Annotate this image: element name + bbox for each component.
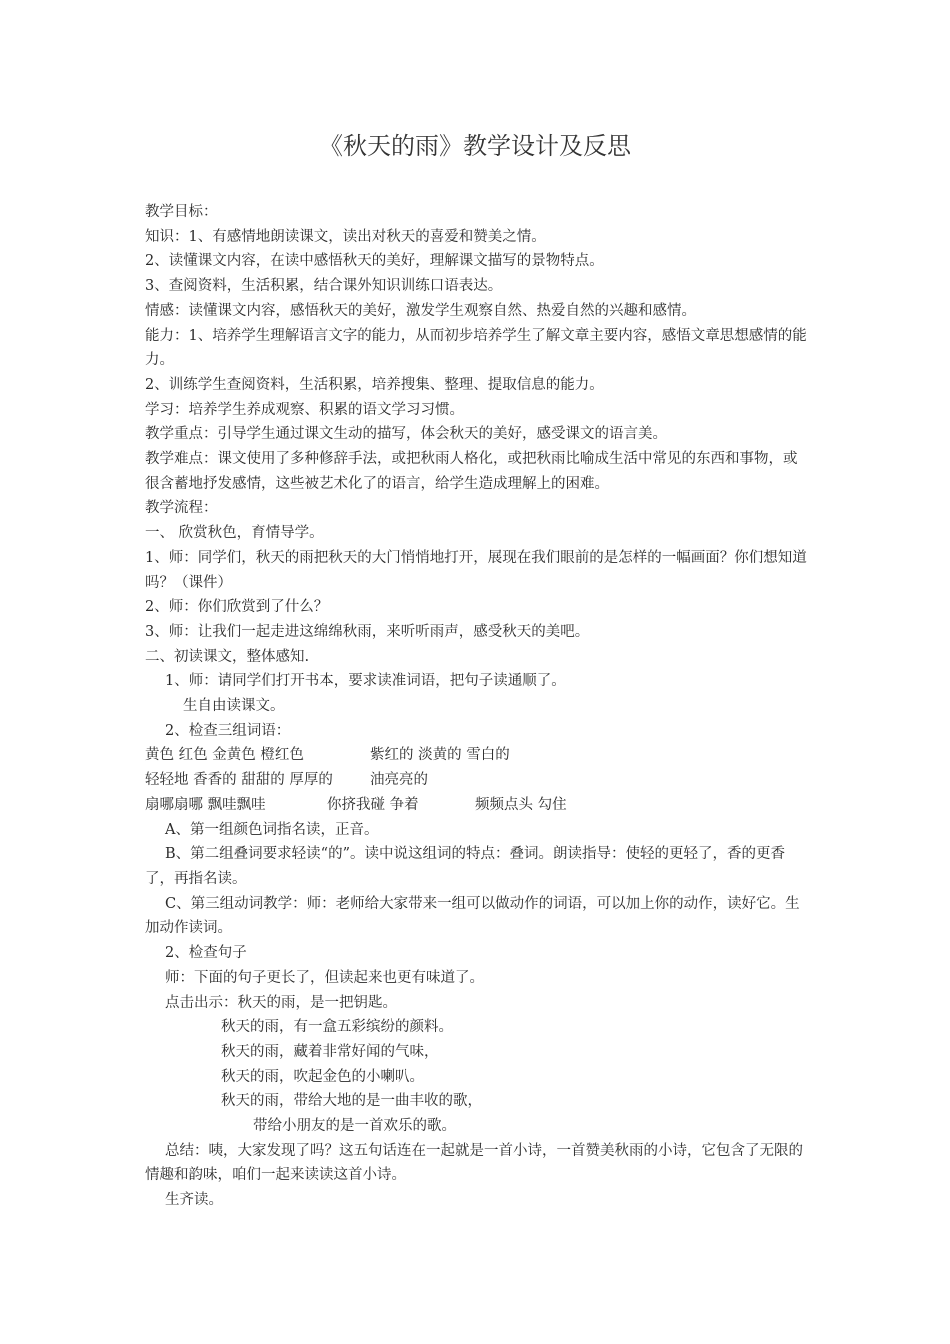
paragraph: 1、师：请同学们打开书本，要求读准词语，把句子读通顺了。 [165,673,566,690]
section-heading-goals: 教学目标： [145,204,218,220]
paragraph: 学习：培养学生养成观察、积累的语文学习习惯。 [145,401,464,418]
document-title: 《秋天的雨》教学设计及反思 [319,132,631,160]
word-group: 轻轻地 香香的 甜甜的 厚厚的 [145,772,333,789]
word-group: 紫红的 淡黄的 雪白的 [370,747,510,764]
paragraph: 师：下面的句子更长了，但读起来也更有味道了。 [165,969,484,986]
word-group-row [145,743,807,768]
paragraph: 教学重点：引导学生通过课文生动的描写，体会秋天的美好，感受课文的语言美。 [145,426,667,443]
poem-line: 秋天的雨，藏着非常好闻的气味， [221,1043,439,1060]
paragraph: 情感：读懂课文内容，感悟秋天的美好，激发学生观察自然、热爱自然的兴趣和感情。 [145,302,696,319]
poem-line: 秋天的雨，吹起金色的小喇叭。 [221,1068,424,1085]
paragraph: 2、训练学生查阅资料，生活积累，培养搜集、整理、提取信息的能力。 [145,376,604,393]
paragraph: 2、检查三组词语： [165,722,291,739]
word-group-row [145,768,807,793]
paragraph: 3、师：让我们一起走进这绵绵秋雨，来听听雨声，感受秋天的美吧。 [145,623,590,640]
word-group: 你挤我碰 争着 [327,796,419,813]
paragraph: C、第三组动词教学：师：老师给大家带来一组可以做动作的词语，可以加上你的动作，读好它。生加动作读词。 [145,895,800,937]
word-group: 频频点头 勾住 [475,796,567,813]
word-group: 油亮亮的 [370,772,428,789]
section-heading-process: 教学流程： [145,500,218,517]
paragraph: 2、师：你们欣赏到了什么？ [145,599,329,616]
paragraph: 总结：咦，大家发现了吗？这五句话连在一起就是一首小诗，一首赞美秋雨的小诗，它包含了无限的情趣和韵味，咱们一起来读读这首小诗。 [145,1142,803,1184]
paragraph: 一、 欣赏秋色，育情导学。 [145,525,324,542]
paragraph: 2、读懂课文内容，在读中感悟秋天的美好，理解课文描写的景物特点。 [145,253,604,270]
paragraph: B、第二组叠词要求轻读“的”。读中说这组词的特点：叠词。朗读指导：使轻的更轻了，香的更香了，再指名读。 [145,846,785,887]
document-body [145,200,807,1213]
paragraph: 生自由读课文。 [183,698,285,715]
paragraph: 3、查阅资料，生活积累，结合课外知识训练口语表达。 [145,278,503,295]
word-group: 扇哪扇哪 飘哇飘哇 [145,796,266,813]
paragraph: A、第一组颜色词指名读，正音。 [165,821,379,838]
poem-line: 带给小朋友的是一首欢乐的歌。 [253,1118,456,1135]
paragraph: 二、初读课文，整体感知. [145,648,310,665]
paragraph: 点击出示：秋天的雨，是一把钥匙。 [165,994,397,1011]
paragraph: 1、师：同学们，秋天的雨把秋天的大门悄悄地打开，展现在我们眼前的是怎样的一幅画面？你们想知道吗？（课件） [145,549,807,591]
word-group: 黄色 红色 金黄色 橙红色 [145,747,304,764]
poem-line: 秋天的雨，带给大地的是一曲丰收的歌， [221,1093,482,1110]
word-group-row [145,793,807,818]
paragraph: 教学难点：课文使用了多种修辞手法，或把秋雨人格化，或把秋雨比喻成生活中常见的东西和事物，或很含蓄地抒发感情，这些被艺术化了的语言，给学生造成理解上的困难。 [145,451,798,492]
paragraph: 知识：1、有感情地朗读课文，读出对秋天的喜爱和赞美之情。 [145,228,546,245]
poem-line: 秋天的雨，有一盒五彩缤纷的颜料。 [221,1019,453,1036]
paragraph: 2、检查句子 [165,945,247,962]
paragraph: 能力：1、培养学生理解语言文字的能力，从而初步培养学生了解文章主要内容，感悟文章思想感情的能力。 [145,327,807,369]
paragraph: 生齐读。 [165,1192,223,1209]
